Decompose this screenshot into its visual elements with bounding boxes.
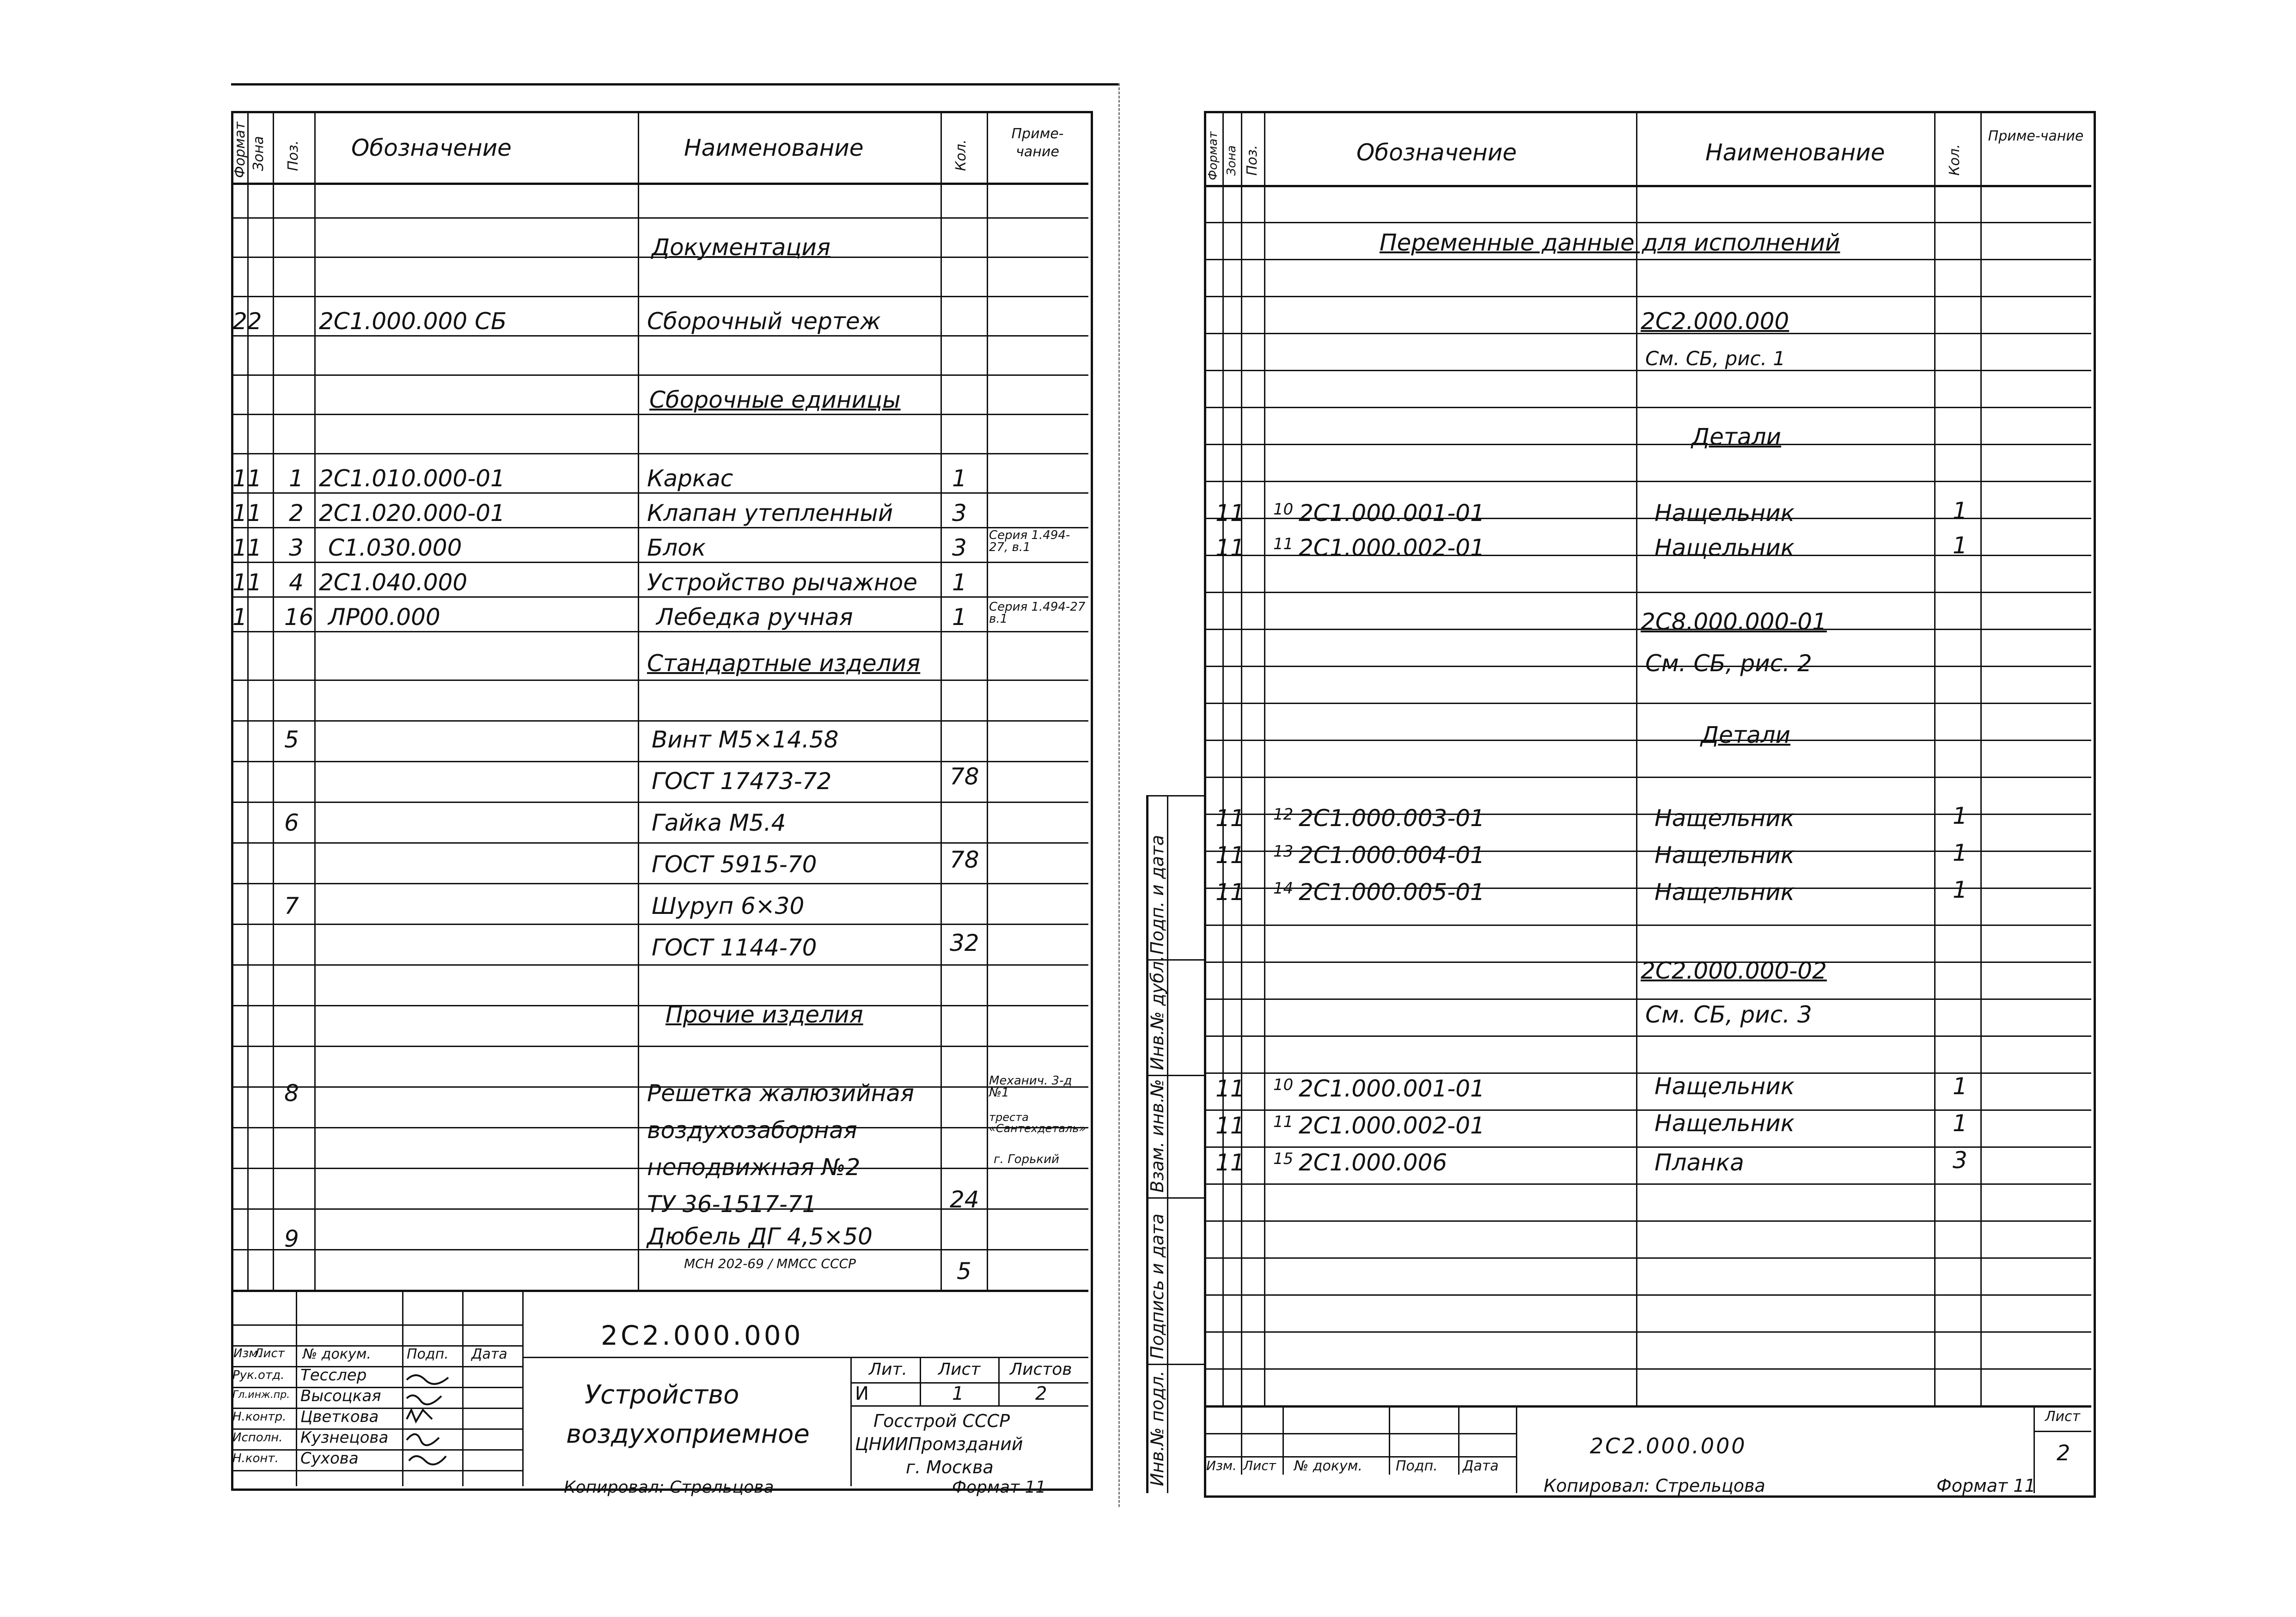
right-col-line bbox=[1264, 111, 1265, 1405]
detail-designation: 2С1.000.001-01 bbox=[1299, 500, 1485, 527]
right-col-line bbox=[1980, 111, 1982, 1405]
tb-role: Гл.инж.пр. bbox=[232, 1389, 290, 1401]
detail-pos: 10 bbox=[1273, 500, 1294, 519]
right-tb-line bbox=[1204, 1433, 1516, 1434]
detail-fmt: 11 bbox=[1215, 534, 1245, 561]
left-tb-sheet-label: Лист bbox=[938, 1360, 981, 1379]
row-rule bbox=[231, 1005, 1088, 1006]
left-row-name: Каркас bbox=[647, 465, 733, 492]
variant-ref: См. СБ, рис. 3 bbox=[1645, 1001, 1812, 1028]
detail-designation: 2С1.000.002-01 bbox=[1299, 1112, 1485, 1139]
detail-name: Нащельник bbox=[1655, 1110, 1795, 1137]
detail-name: Планка bbox=[1655, 1149, 1744, 1176]
row-rule bbox=[231, 883, 1088, 884]
left-row-pos: 2 bbox=[289, 500, 304, 527]
left-row-note: г. Горький bbox=[994, 1152, 1059, 1166]
left-col-line bbox=[247, 111, 249, 1290]
left-row-name: ТУ 36-1517-71 bbox=[647, 1191, 817, 1218]
left-row-qty: 5 bbox=[957, 1258, 971, 1285]
left-tb-line bbox=[522, 1357, 1088, 1358]
left-row-name: ГОСТ 17473-72 bbox=[652, 768, 832, 795]
row-rule bbox=[231, 964, 1088, 966]
row-rule bbox=[231, 1046, 1088, 1047]
side-label-sign-date: Подп. и дата bbox=[1147, 835, 1167, 955]
tb-person: Кузнецова bbox=[300, 1428, 389, 1447]
left-tb-format: Формат 11 bbox=[952, 1478, 1046, 1497]
variant-ref: См. СБ, рис. 1 bbox=[1645, 347, 1786, 370]
right-title-top bbox=[1204, 1405, 2091, 1408]
variant-section: Детали bbox=[1691, 423, 1782, 450]
row-rule bbox=[1204, 1331, 2091, 1333]
left-col-line bbox=[987, 111, 988, 1290]
detail-pos: 11 bbox=[1273, 535, 1294, 553]
side-label-dup-inv: Инв.№ дубл. bbox=[1147, 956, 1167, 1070]
left-tb-line bbox=[850, 1405, 1088, 1407]
left-tb-org2: ЦНИИПромзданий bbox=[855, 1434, 1023, 1454]
left-tb-line bbox=[850, 1357, 852, 1486]
left-title-top bbox=[231, 1290, 1088, 1292]
left-row-name: МСН 202-69 / ММСС СССР bbox=[684, 1256, 856, 1271]
row-rule bbox=[231, 596, 1088, 598]
detail-name: Нащельник bbox=[1655, 1073, 1795, 1100]
detail-fmt: 11 bbox=[1215, 1149, 1245, 1176]
left-tb-lit-value: И bbox=[855, 1383, 869, 1404]
left-tb-line bbox=[920, 1357, 921, 1405]
row-rule bbox=[231, 453, 1088, 454]
row-rule bbox=[231, 924, 1088, 925]
left-row-name: Дюбель ДГ 4,5×50 bbox=[647, 1223, 873, 1250]
left-row-fmt: 22 bbox=[232, 308, 262, 335]
detail-qty: 1 bbox=[1953, 1073, 1967, 1100]
left-row-name: Решетка жалюзийная bbox=[647, 1080, 915, 1107]
left-row-designation: ЛР00.000 bbox=[328, 604, 440, 631]
left-hdr-qty: Кол. bbox=[953, 139, 969, 171]
right-col-line bbox=[1934, 111, 1936, 1405]
side-label-signature-date: Подпись и дата bbox=[1147, 1213, 1167, 1359]
detail-qty: 1 bbox=[1953, 802, 1967, 829]
left-row-note: треста «Сантехдеталь» bbox=[989, 1111, 1086, 1135]
left-tb-lit-label: Лит. bbox=[869, 1360, 907, 1379]
right-col-line bbox=[1241, 111, 1242, 1405]
row-rule bbox=[1204, 998, 2091, 1000]
row-rule bbox=[1204, 1368, 2091, 1370]
tb-person: Высоцкая bbox=[300, 1387, 381, 1405]
right-tb-col-date: Дата bbox=[1463, 1458, 1499, 1474]
detail-fmt: 11 bbox=[1215, 1112, 1245, 1139]
left-row-pos: 5 bbox=[284, 726, 299, 753]
right-tb-col-doc: № докум. bbox=[1294, 1458, 1362, 1474]
left-header-rule bbox=[231, 183, 1088, 185]
left-row-designation: 2С1.000.000 СБ bbox=[319, 308, 507, 335]
detail-pos: 13 bbox=[1273, 842, 1294, 861]
detail-designation: 2С1.000.004-01 bbox=[1299, 842, 1485, 869]
left-hdr-note: Приме-чание bbox=[1011, 126, 1064, 160]
row-rule bbox=[1204, 777, 2091, 778]
right-tb-col-list: Лист bbox=[1243, 1458, 1276, 1473]
left-row-name: Лебедка ручная bbox=[656, 604, 853, 631]
right-tb-doc-number: 2С2.000.000 bbox=[1590, 1433, 1747, 1458]
left-top-border bbox=[231, 83, 1118, 86]
left-row-name: Гайка М5.4 bbox=[652, 809, 786, 836]
left-tb-doc-number: 2С2.000.000 bbox=[601, 1320, 804, 1351]
left-row-name: неподвижная №2 bbox=[647, 1154, 861, 1181]
left-row-qty: 24 bbox=[950, 1186, 979, 1213]
variant-section: Детали bbox=[1701, 722, 1791, 748]
left-tb-org3: г. Москва bbox=[906, 1457, 994, 1477]
left-tb-line bbox=[998, 1357, 1000, 1405]
left-row-name: ГОСТ 1144-70 bbox=[652, 934, 817, 961]
left-row-name: воздухозаборная bbox=[647, 1117, 857, 1144]
left-tb-line bbox=[522, 1290, 524, 1486]
detail-name: Нащельник bbox=[1655, 500, 1795, 527]
left-row-name: Устройство рычажное bbox=[647, 569, 917, 596]
detail-name: Нащельник bbox=[1655, 879, 1795, 906]
left-row-pos: 3 bbox=[289, 534, 304, 561]
right-hdr-pos: Поз. bbox=[1244, 145, 1260, 176]
detail-fmt: 11 bbox=[1215, 805, 1245, 832]
detail-qty: 1 bbox=[1953, 876, 1967, 903]
page-fold-divider bbox=[1118, 83, 1120, 1507]
right-tb-copied: Копировал: Стрельцова bbox=[1544, 1476, 1765, 1496]
detail-pos: 12 bbox=[1273, 805, 1294, 824]
row-rule bbox=[1204, 1257, 2091, 1259]
right-col-line bbox=[1222, 111, 1224, 1405]
right-side-line bbox=[1146, 795, 1204, 796]
left-row-qty: 1 bbox=[952, 604, 967, 631]
left-row-designation: 2С1.010.000-01 bbox=[319, 465, 505, 492]
row-rule bbox=[1204, 740, 2091, 741]
right-tb-line bbox=[1458, 1405, 1459, 1475]
left-row-pos: 1 bbox=[289, 465, 304, 492]
detail-pos: 15 bbox=[1273, 1150, 1294, 1168]
right-side-line bbox=[1146, 1197, 1204, 1199]
tb-person: Сухова bbox=[300, 1449, 359, 1468]
side-label-replace-inv: Взам. инв.№ bbox=[1147, 1079, 1167, 1193]
left-row-name: Винт М5×14.58 bbox=[652, 726, 839, 753]
row-rule bbox=[1204, 481, 2091, 482]
row-rule bbox=[1204, 703, 2091, 704]
left-row-pos: 6 bbox=[284, 809, 299, 836]
left-col-line bbox=[638, 111, 639, 1290]
detail-designation: 2С1.000.001-01 bbox=[1299, 1075, 1485, 1102]
left-row-fmt: 11 bbox=[232, 465, 262, 492]
row-rule bbox=[1204, 1035, 2091, 1037]
right-hdr-designation: Обозначение bbox=[1356, 139, 1517, 166]
detail-qty: 1 bbox=[1953, 839, 1967, 866]
detail-name: Нащельник bbox=[1655, 805, 1795, 832]
left-row-pos: 4 bbox=[289, 569, 304, 596]
right-hdr-name: Наименование bbox=[1705, 139, 1885, 166]
right-tb-sheet-value: 2 bbox=[2057, 1440, 2070, 1465]
row-rule bbox=[231, 842, 1088, 844]
left-row-name: ГОСТ 5915-70 bbox=[652, 851, 817, 878]
left-section-documentation: Документация bbox=[652, 234, 830, 261]
right-tb-col-sign: Подп. bbox=[1396, 1458, 1438, 1474]
left-tb-org1: Госстрой СССР bbox=[873, 1411, 1010, 1431]
left-hdr-designation: Обозначение bbox=[351, 135, 512, 161]
row-rule bbox=[1204, 1183, 2091, 1185]
left-row-qty: 32 bbox=[950, 930, 979, 956]
left-row-fmt: 11 bbox=[232, 500, 262, 527]
left-row-note: Механич. 3-д №1 bbox=[989, 1074, 1072, 1100]
left-row-name: Сборочный чертеж bbox=[647, 308, 881, 335]
left-col-line bbox=[314, 111, 316, 1290]
left-row-name: Шуруп 6×30 bbox=[652, 893, 805, 919]
left-row-qty: 1 bbox=[952, 465, 967, 492]
signatures-image bbox=[402, 1366, 462, 1482]
row-rule bbox=[1204, 222, 2091, 223]
right-tb-line bbox=[1389, 1405, 1390, 1475]
left-row-name: Клапан утепленный bbox=[647, 500, 893, 527]
left-tb-sheets-value: 2 bbox=[1035, 1383, 1047, 1404]
left-row-designation: 2С1.040.000 bbox=[319, 569, 468, 596]
detail-fmt: 11 bbox=[1215, 842, 1245, 869]
side-label-orig-inv: Инв.№ подл. bbox=[1147, 1370, 1167, 1486]
left-row-pos: 8 bbox=[284, 1080, 299, 1107]
row-rule bbox=[231, 680, 1088, 681]
left-tb-col-list: Лист bbox=[254, 1347, 285, 1360]
right-tb-line bbox=[1516, 1405, 1517, 1493]
detail-qty: 3 bbox=[1953, 1147, 1967, 1174]
left-col-line bbox=[273, 111, 274, 1290]
tb-person: Тесслер bbox=[300, 1366, 367, 1384]
row-rule bbox=[231, 296, 1088, 297]
left-tb-copied: Копировал: Стрельцова bbox=[564, 1478, 774, 1497]
variant-code: 2С2.000.000 bbox=[1641, 308, 1789, 335]
right-header-rule bbox=[1204, 185, 2091, 187]
variant-code: 2С8.000.000-01 bbox=[1641, 608, 1827, 635]
left-hdr-name: Наименование bbox=[684, 135, 864, 161]
detail-name: Нащельник bbox=[1655, 534, 1795, 561]
tb-role: Исполн. bbox=[232, 1431, 283, 1445]
left-tb-line bbox=[231, 1366, 522, 1367]
right-col-line bbox=[1636, 111, 1637, 1405]
left-hdr-format: Формат bbox=[232, 122, 248, 178]
row-rule bbox=[231, 562, 1088, 563]
detail-fmt: 11 bbox=[1215, 500, 1245, 527]
right-hdr-note: Приме-чание bbox=[1988, 128, 2084, 144]
detail-fmt: 11 bbox=[1215, 879, 1245, 906]
left-row-pos: 16 bbox=[284, 604, 314, 631]
right-tb-line bbox=[1241, 1405, 1242, 1475]
row-rule bbox=[1204, 296, 2091, 297]
left-row-pos: 9 bbox=[284, 1225, 299, 1252]
row-rule bbox=[1204, 1294, 2091, 1296]
left-section-assembly-units: Сборочные единицы bbox=[649, 386, 901, 413]
detail-fmt: 11 bbox=[1215, 1075, 1245, 1102]
left-tb-col-doc: № докум. bbox=[303, 1346, 371, 1362]
tb-role: Н.контр. bbox=[232, 1410, 287, 1424]
row-rule bbox=[231, 217, 1088, 219]
tb-person: Цветкова bbox=[300, 1408, 379, 1426]
detail-designation: 2С1.000.003-01 bbox=[1299, 805, 1485, 832]
row-rule bbox=[231, 802, 1088, 803]
detail-pos: 10 bbox=[1273, 1076, 1294, 1094]
left-hdr-zone: Зона bbox=[250, 136, 267, 171]
left-col-line bbox=[940, 111, 942, 1290]
row-rule bbox=[231, 414, 1088, 415]
left-row-qty: 78 bbox=[950, 846, 979, 873]
row-rule bbox=[231, 720, 1088, 722]
row-rule bbox=[231, 335, 1088, 337]
right-side-line bbox=[1146, 1075, 1204, 1076]
left-hdr-pos: Поз. bbox=[285, 140, 301, 171]
right-tb-sheet-label: Лист bbox=[2045, 1409, 2081, 1425]
left-row-qty: 3 bbox=[952, 500, 967, 527]
left-row-pos: 7 bbox=[284, 893, 299, 919]
tb-role: Н.конт. bbox=[232, 1452, 279, 1465]
right-tb-line bbox=[1204, 1456, 1516, 1458]
detail-designation: 2С1.000.006 bbox=[1299, 1149, 1447, 1176]
tb-role: Рук.отд. bbox=[232, 1368, 285, 1382]
left-row-qty: 3 bbox=[952, 534, 967, 561]
right-tb-line bbox=[1282, 1405, 1284, 1475]
left-tb-col-sign: Подп. bbox=[407, 1346, 449, 1362]
left-tb-col-izm: Изм. bbox=[233, 1347, 262, 1360]
left-section-other-items: Прочие изделия bbox=[666, 1001, 863, 1028]
left-row-qty: 78 bbox=[950, 763, 979, 790]
left-tb-sheet-value: 1 bbox=[952, 1383, 964, 1404]
detail-qty: 1 bbox=[1953, 532, 1967, 559]
right-tb-line bbox=[2033, 1431, 2091, 1432]
left-row-designation: 2С1.020.000-01 bbox=[319, 500, 505, 527]
left-tb-line bbox=[850, 1382, 1088, 1384]
detail-qty: 1 bbox=[1953, 1110, 1967, 1137]
detail-name: Нащельник bbox=[1655, 842, 1795, 869]
row-rule bbox=[1204, 1220, 2091, 1222]
left-tb-line bbox=[231, 1470, 522, 1471]
variant-ref: См. СБ, рис. 2 bbox=[1645, 650, 1812, 677]
row-rule bbox=[231, 374, 1088, 376]
detail-pos: 14 bbox=[1273, 879, 1294, 898]
right-side-line bbox=[1146, 1364, 1204, 1365]
detail-qty: 1 bbox=[1953, 497, 1967, 524]
left-row-fmt: 1 bbox=[232, 604, 247, 631]
left-row-fmt: 11 bbox=[232, 534, 262, 561]
detail-designation: 2С1.000.005-01 bbox=[1299, 879, 1485, 906]
row-rule bbox=[1204, 407, 2091, 408]
row-rule bbox=[1204, 370, 2091, 371]
right-hdr-format: Формат bbox=[1206, 131, 1220, 180]
row-rule bbox=[231, 631, 1088, 632]
row-rule bbox=[1204, 592, 2091, 593]
left-tb-title-line1: Устройство bbox=[585, 1380, 739, 1410]
right-hdr-qty: Кол. bbox=[1947, 144, 1963, 176]
row-rule bbox=[1204, 259, 2091, 260]
right-hdr-zone: Зона bbox=[1225, 145, 1239, 176]
variant-code: 2С2.000.000-02 bbox=[1641, 957, 1827, 984]
left-tb-sheets-label: Листов bbox=[1010, 1360, 1072, 1379]
left-row-designation: С1.030.000 bbox=[328, 534, 462, 561]
detail-designation: 2С1.000.002-01 bbox=[1299, 534, 1485, 561]
row-rule bbox=[231, 527, 1088, 528]
detail-pos: 11 bbox=[1273, 1113, 1294, 1131]
right-section-title: Переменные данные для исполнений bbox=[1380, 229, 1840, 256]
right-tb-format: Формат 11 bbox=[1936, 1476, 2036, 1496]
row-rule bbox=[1204, 444, 2091, 445]
left-row-note: Серия 1.494-27, в.1 bbox=[989, 528, 1070, 554]
left-tb-line bbox=[231, 1324, 522, 1326]
left-tb-line bbox=[231, 1449, 522, 1451]
row-rule bbox=[231, 761, 1088, 762]
left-section-standard-items: Стандартные изделия bbox=[647, 650, 921, 677]
left-row-name: Блок bbox=[647, 534, 706, 561]
row-rule bbox=[1204, 925, 2091, 926]
row-rule bbox=[231, 492, 1088, 494]
left-row-fmt: 11 bbox=[232, 569, 262, 596]
left-row-note: Серия 1.494-27 в.1 bbox=[989, 600, 1086, 626]
left-row-qty: 1 bbox=[952, 569, 967, 596]
left-tb-title-line2: воздухоприемное bbox=[566, 1419, 810, 1449]
right-tb-col-izm: Изм. bbox=[1206, 1458, 1237, 1473]
left-tb-col-date: Дата bbox=[471, 1346, 507, 1362]
